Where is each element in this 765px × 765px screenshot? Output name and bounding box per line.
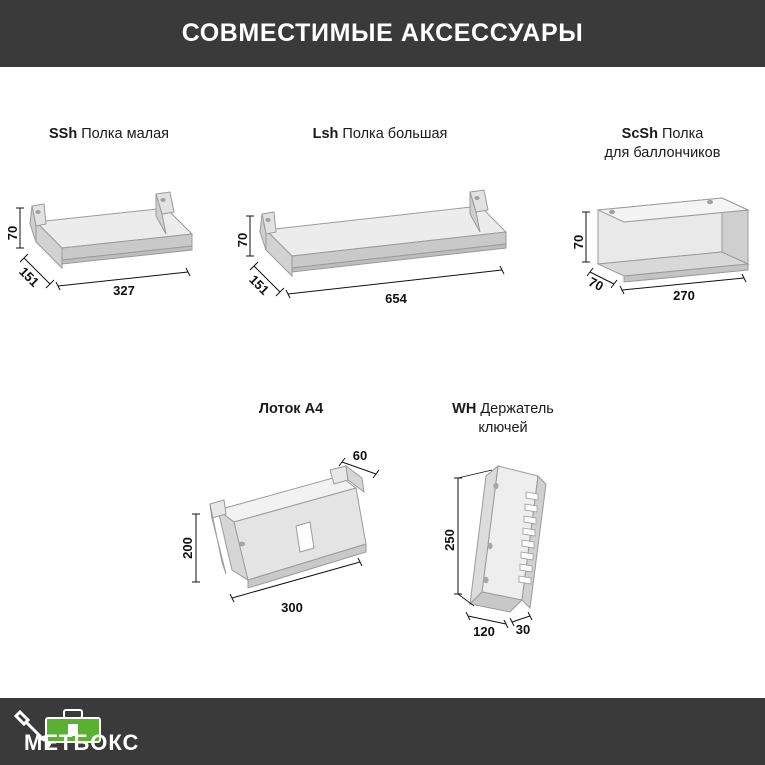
item-wh-code: WH	[452, 401, 477, 417]
item-wh-drawing	[430, 450, 590, 640]
dim-ssh-height: 70	[5, 225, 20, 241]
item-tray-a4-name: A4	[304, 401, 324, 417]
dim-scsh-height: 70	[571, 234, 586, 250]
item-lsh-caption	[265, 125, 495, 144]
dim-tray-height: 200	[180, 537, 195, 559]
item-wh-name: Держатель	[480, 401, 554, 417]
dim-tray-depth: 60	[352, 448, 368, 463]
dim-lsh-width: 654	[385, 291, 407, 306]
item-ssh-name: Полка малая	[81, 126, 170, 142]
item-tray-a4-code: Лоток	[258, 401, 301, 417]
dim-scsh-width: 270	[673, 288, 695, 303]
page-title: СОВМЕСТИМЫЕ АКСЕССУАРЫ	[181, 19, 584, 47]
dim-lsh-depth: 151	[246, 271, 273, 298]
dim-wh-depth: 120	[473, 624, 495, 639]
item-ssh-drawing	[6, 190, 206, 320]
header-bar	[0, 0, 765, 67]
item-lsh-code: Lsh	[312, 126, 339, 142]
item-ssh-code: SSh	[48, 126, 78, 142]
item-lsh-name: Полка большая	[342, 126, 448, 142]
dim-ssh-depth: 151	[16, 263, 43, 290]
dim-lsh-height: 70	[235, 232, 250, 248]
item-wh-name-line2: ключей	[478, 420, 528, 436]
item-ssh-caption	[14, 125, 204, 144]
dim-ssh-width: 327	[113, 283, 135, 298]
dim-scsh-depth: 70	[586, 274, 606, 294]
item-scsh-caption	[570, 125, 755, 163]
dim-wh-width: 30	[515, 622, 531, 637]
item-scsh-name-line2: для баллончиков	[604, 145, 721, 161]
item-lsh-drawing	[228, 190, 518, 320]
footer-bar	[0, 698, 765, 765]
dim-wh-height: 250	[442, 529, 457, 551]
item-tray-a4-drawing	[170, 448, 400, 627]
item-wh-caption	[408, 400, 598, 438]
brand-logo	[8, 704, 188, 759]
item-tray-a4-caption	[196, 400, 386, 419]
item-scsh-drawing	[572, 190, 762, 320]
logo-text: МЕТБОКС	[24, 730, 140, 755]
item-scsh-name: Полка	[661, 126, 704, 142]
item-scsh-code: ScSh	[621, 126, 658, 142]
dim-tray-width: 300	[281, 600, 303, 615]
